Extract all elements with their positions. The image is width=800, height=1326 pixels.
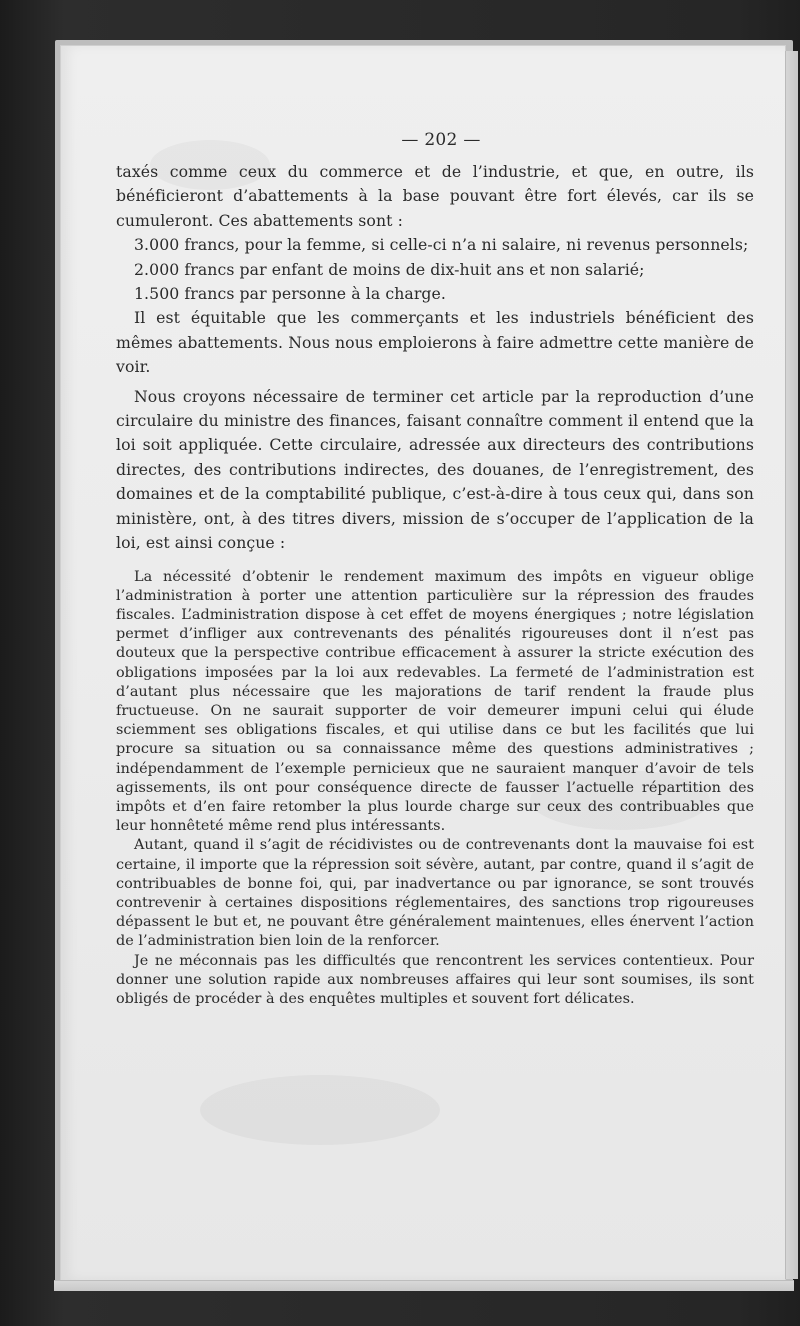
page-number: — 202 — xyxy=(401,130,481,150)
page-edge xyxy=(785,51,798,1279)
paragraph-4: 1.500 francs par personne à la charge. xyxy=(134,284,446,304)
paragraph-3: 2.000 francs par enfant de moins de dix-huit ans et non salarié; xyxy=(134,259,645,279)
main-text xyxy=(116,160,754,556)
paper-smudge xyxy=(200,1075,440,1145)
quoted-circular xyxy=(116,568,754,1010)
quote-paragraph-1: La nécessité d’obtenir le rendement maximum des impôts en vigueur oblige l’administration à porter une attention particulière sur la répression des fraudes fiscales. L’administration dispose à cet effet de moyens énergiques ; notre législation permet d’infliger aux contrevenants des pénalités rigoureuses dont il n’est pas douteux que la perspective contribue efficacement à assurer la stricte exécution des obligations imposées par la loi aux redevables. La fermeté de l’administration est d’autant plus nécessaire que les majorations de tarif rendent la fraude plus fructueuse. On ne saurait supporter de voir demeurer impuni celui qui élude sciemment ses obligations fiscales, et qui utilise dans ce but les facilités que lui procure sa situation ou sa connaissance même des questions administratives ; indépendamment de l’exemple pernicieux que ne sauraient manquer d’avoir de tels agissements, ils ont pour conséquence directe de fausser l’actuelle répartition des impôts et d’en faire retomber la plus lourde charge sur ceux des contribuables que leur honnêteté même rend plus intéressants. xyxy=(116,568,754,835)
quote-paragraph-3: Je ne méconnais pas les difficultés que rencontrent les services contentieux. Pour donner une solution rapide aux nombreuses affaires qui leur sont soumises, ils sont obligés de procéder à des enquêtes multiples et souvent fort délicates. xyxy=(116,952,754,1007)
paragraph-6: Nous croyons nécessaire de terminer cet article par la reproduction d’une circulaire du ministre des finances, faisant connaître comment il entend que la loi soit appliquée. Cette circulaire, adressée aux directeurs des contributions directes, des contributions indirectes, des douanes, de l’enregistrement, des domaines et de la comptabilité publique, c’est-à-dire à tous ceux qui, dans son ministère, ont, à des titres divers, mission de s’occuper de l’application de la loi, est ainsi conçue : xyxy=(116,386,754,553)
paragraph-1: taxés comme ceux du commerce et de l’industrie, et que, en outre, ils bénéficieront d’abattements à la base pouvant être fort élevés, car ils se cumuleront. Ces abattements sont : xyxy=(116,162,754,230)
page-content xyxy=(116,129,754,1009)
paragraph-5: Il est équitable que les commerçants et les industriels bénéficient des mêmes abattements. Nous nous emploierons à faire admettre cette manière de voir. xyxy=(116,308,754,377)
page-bottom-edge xyxy=(54,1280,794,1291)
quote-paragraph-2: Autant, quand il s’agit de récidivistes ou de contrevenants dont la mauvaise foi est certaine, il importe que la répression soit sévère, autant, par contre, quand il s’agit de contribuables de bonne foi, qui, par inadvertance ou par ignorance, se sont trouvés contrevenir à certaines dispositions réglementaires, des sanctions trop rigoureuses dépassent le but et, ne pouvant être généralement maintenues, elles énervent l’action de l’administration bien loin de la renforcer. xyxy=(116,837,754,950)
paragraph-2: 3.000 francs, pour la femme, si celle-ci n’a ni salaire, ni revenus personnels; xyxy=(134,235,749,255)
